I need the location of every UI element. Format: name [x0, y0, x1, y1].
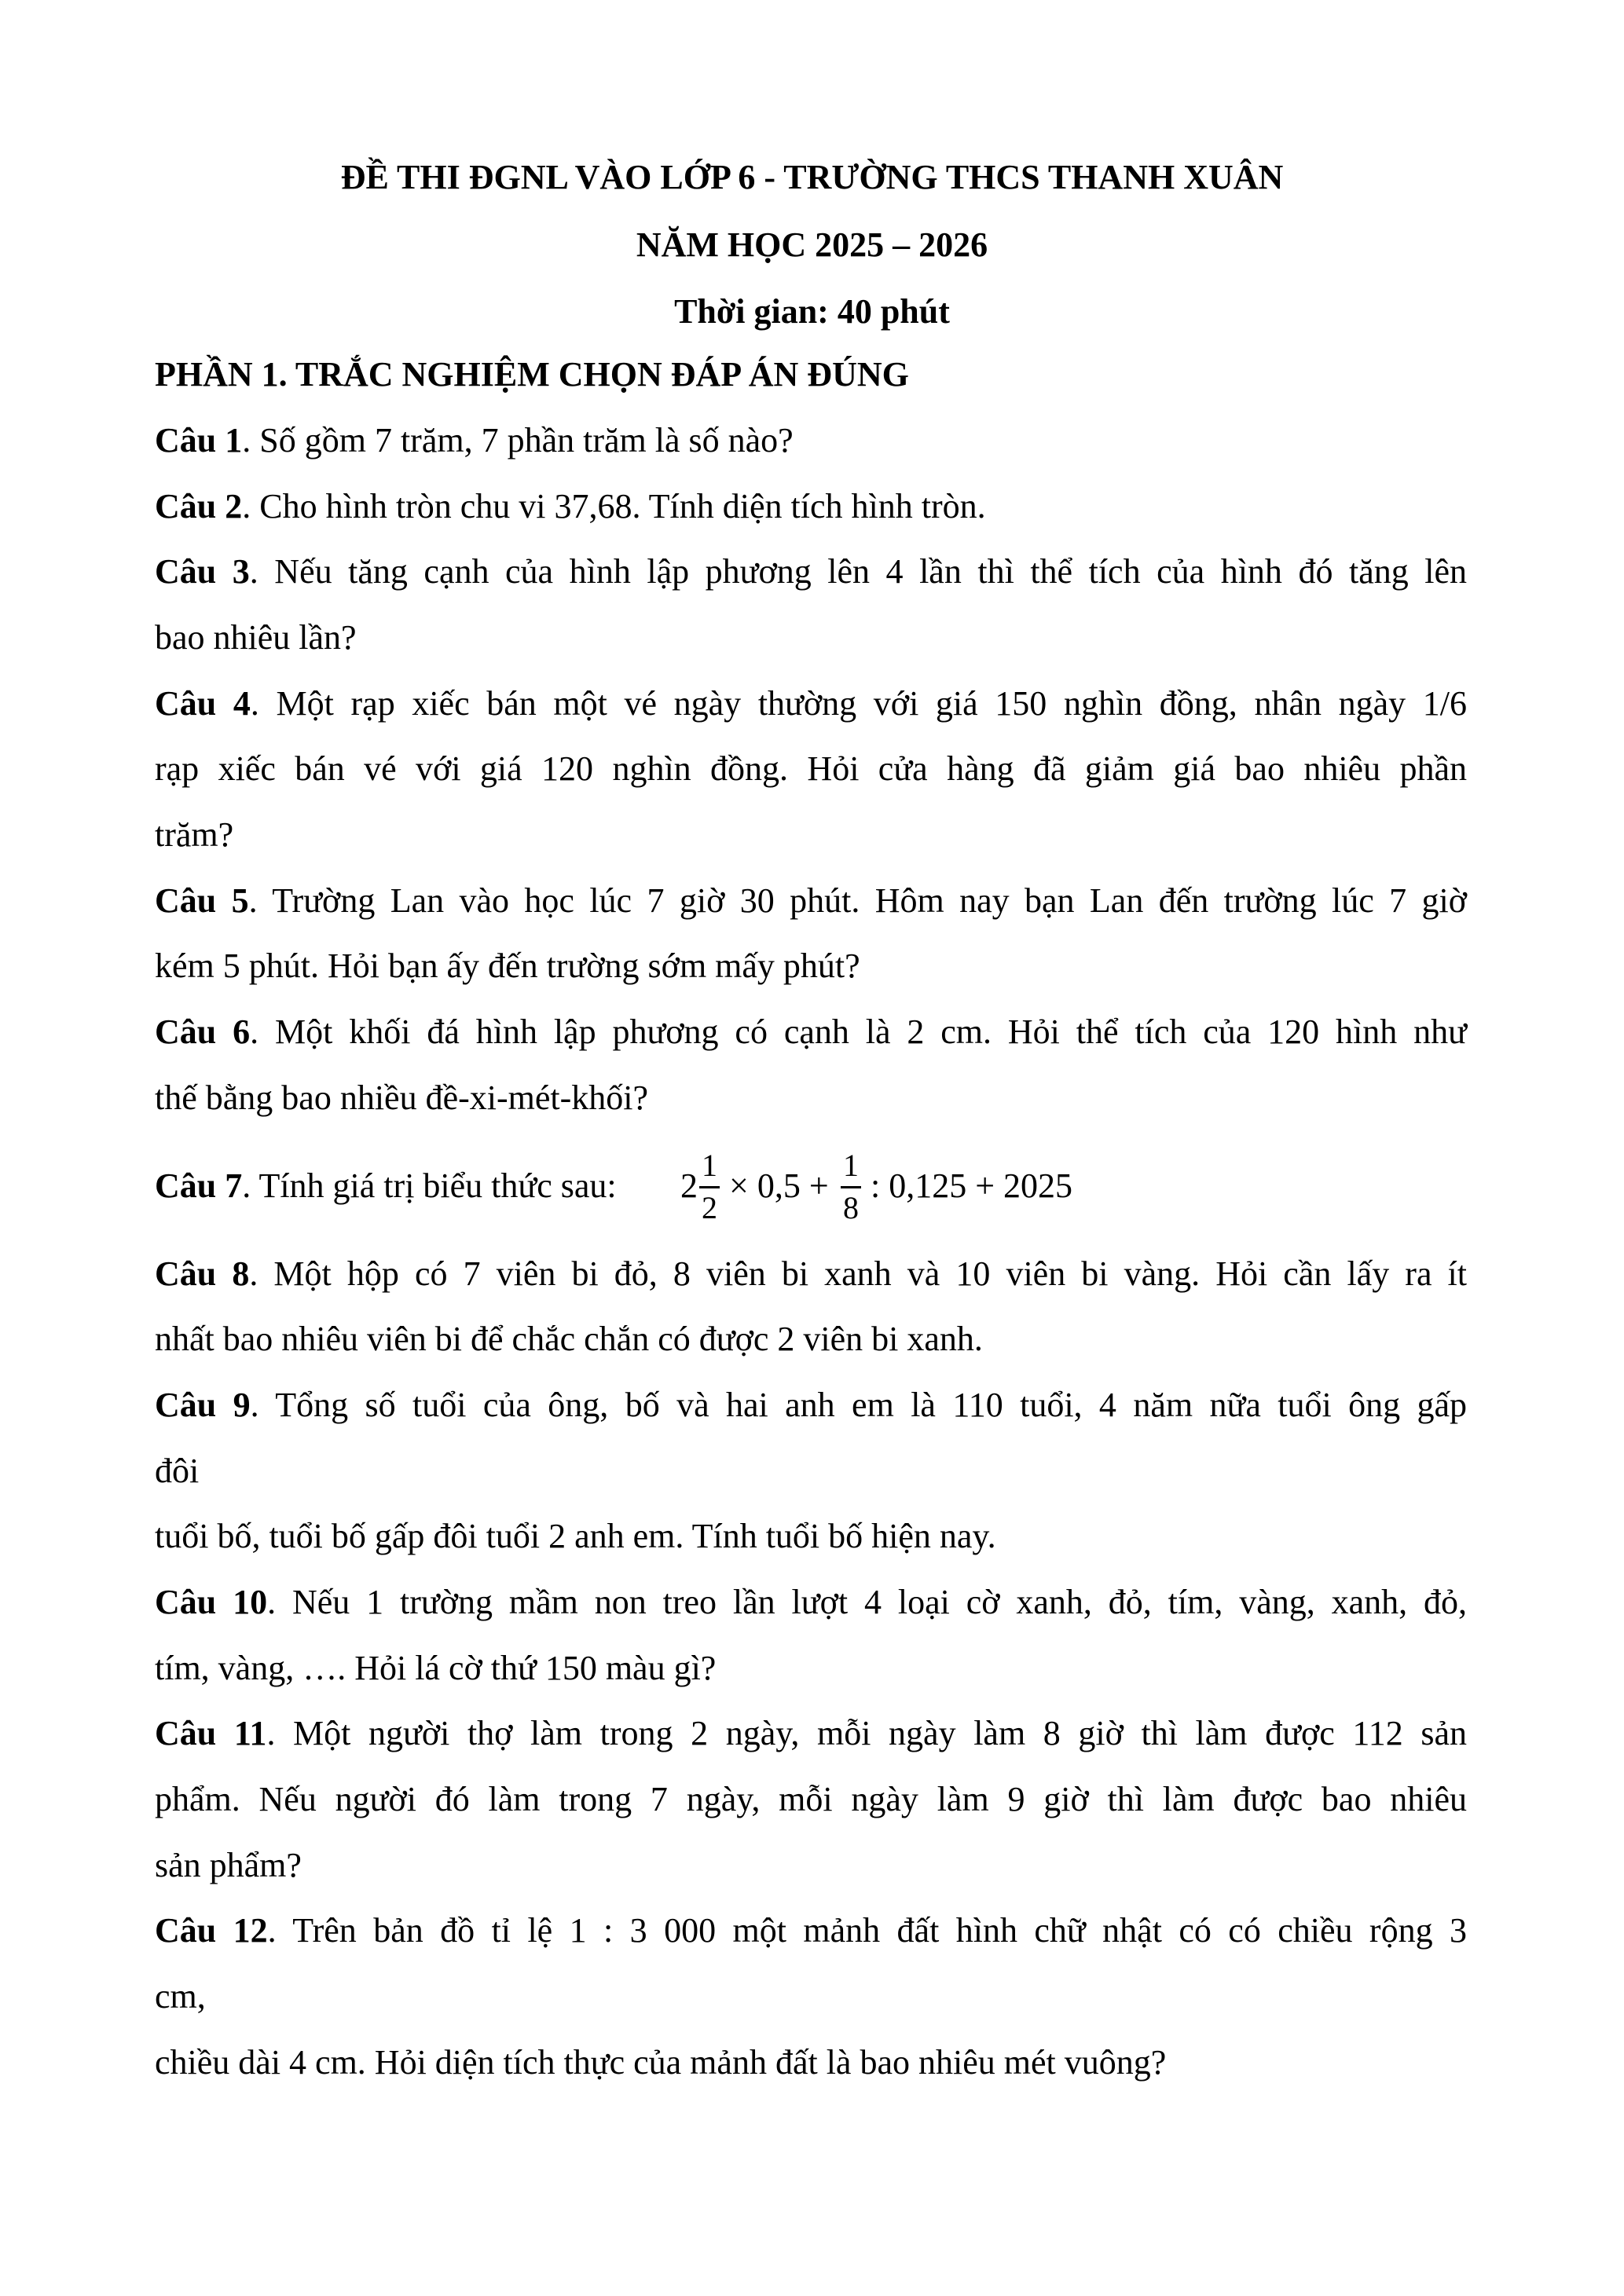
fraction-2-numerator: 1	[843, 1148, 859, 1183]
expression-tail: : 0,125 + 2025	[871, 1166, 1073, 1205]
question-4-line-3: trăm?	[155, 815, 234, 854]
fraction-1-denominator: 2	[702, 1190, 717, 1225]
question-text: . Một khối đá hình lập phương có cạnh là 2 cm. Hỏi thể tích của 120 hình như	[250, 1013, 1467, 1051]
fraction-1-numerator: 1	[702, 1148, 717, 1183]
question-text: . Trên bản đồ tỉ lệ 1 : 3 000 một mảnh đất hình chữ nhật có có chiều rộng 3	[267, 1911, 1468, 1950]
question-9	[155, 1385, 1467, 1426]
question-1	[155, 420, 794, 461]
mixed-number-whole: 2	[680, 1166, 698, 1205]
question-5-line-2: kém 5 phút. Hỏi bạn ấy đến trường sớm mấy phút?	[155, 947, 860, 985]
question-label: Câu 1	[155, 421, 243, 460]
exam-title: ĐỀ THI ĐGNL VÀO LỚP 6 - TRƯỜNG THCS THANH XUÂN	[340, 158, 1284, 196]
question-label: Câu 8	[155, 1254, 250, 1293]
question-10	[155, 1582, 1467, 1623]
question-label: Câu 4	[155, 684, 251, 723]
question-text: . Nếu 1 trường mầm non treo lần lượt 4 loại cờ xanh, đỏ, tím, vàng, xanh, đỏ,	[267, 1583, 1467, 1621]
section-heading: PHẦN 1. TRẮC NGHIỆM CHỌN ĐÁP ÁN ĐÚNG	[155, 355, 909, 394]
question-9-line-2: đôi	[155, 1452, 200, 1490]
question-label: Câu 11	[155, 1714, 267, 1752]
question-12	[155, 1910, 1467, 1951]
fraction-2-bar	[841, 1186, 861, 1188]
question-8	[155, 1254, 1467, 1294]
question-7	[155, 1166, 617, 1207]
question-text: . Tổng số tuổi của ông, bố và hai anh em là 110 tuổi, 4 năm nữa tuổi ông gấp	[250, 1386, 1467, 1424]
question-text: . Nếu tăng cạnh của hình lập phương lên 4 lần thì thể tích của hình đó tăng lên	[249, 552, 1468, 591]
expression-middle: × 0,5 +	[729, 1166, 829, 1205]
fraction-1-bar	[699, 1186, 720, 1188]
question-label: Câu 7	[155, 1166, 243, 1205]
school-year: NĂM HỌC 2025 – 2026	[636, 225, 988, 264]
question-label: Câu 5	[155, 881, 249, 920]
question-text: . Số gồm 7 trăm, 7 phần trăm là số nào?	[242, 421, 794, 460]
question-11-line-2: phẩm. Nếu người đó làm trong 7 ngày, mỗi ngày làm 9 giờ thì làm được bao nhiêu	[155, 1780, 1467, 1818]
question-6	[155, 1012, 1467, 1053]
question-11-line-3: sản phẩm?	[155, 1846, 302, 1884]
question-2	[155, 486, 986, 527]
question-9-line-3: tuổi bố, tuổi bố gấp đôi tuổi 2 anh em. Tính tuổi bố hiện nay.	[155, 1517, 996, 1555]
question-4-line-2: rạp xiếc bán vé với giá 120 nghìn đồng. Hỏi cửa hàng đã giảm giá bao nhiêu phần	[155, 749, 1467, 788]
question-12-line-3: chiều dài 4 cm. Hỏi diện tích thực của mảnh đất là bao nhiêu mét vuông?	[155, 2043, 1167, 2082]
question-label: Câu 10	[155, 1583, 268, 1621]
question-text: . Một hộp có 7 viên bi đỏ, 8 viên bi xanh và 10 viên bi vàng. Hỏi cần lấy ra ít	[249, 1254, 1468, 1293]
question-5	[155, 881, 1467, 921]
question-text: . Một người thợ làm trong 2 ngày, mỗi ngày làm 8 giờ thì làm được 112 sản	[266, 1714, 1468, 1752]
question-label: Câu 6	[155, 1013, 251, 1051]
fraction-2-denominator: 8	[843, 1190, 859, 1225]
question-label: Câu 12	[155, 1911, 268, 1950]
question-label: Câu 2	[155, 487, 243, 525]
question-10-line-2: tím, vàng, …. Hỏi lá cờ thứ 150 màu gì?	[155, 1649, 717, 1687]
exam-duration: Thời gian: 40 phút	[674, 292, 950, 331]
question-text: . Tính giá trị biểu thức sau:	[242, 1166, 617, 1205]
question-label: Câu 9	[155, 1386, 251, 1424]
question-3	[155, 551, 1467, 592]
question-3-line-2: bao nhiêu lần?	[155, 618, 357, 657]
question-12-line-2: cm,	[155, 1977, 206, 2016]
question-4	[155, 683, 1467, 724]
question-label: Câu 3	[155, 552, 250, 591]
question-8-line-2: nhất bao nhiêu viên bi để chắc chắn có được 2 viên bi xanh.	[155, 1320, 983, 1358]
question-text: . Một rạp xiếc bán một vé ngày thường với giá 150 nghìn đồng, nhân ngày 1/6	[250, 684, 1467, 723]
question-11	[155, 1713, 1467, 1754]
question-text: . Cho hình tròn chu vi 37,68. Tính diện tích hình tròn.	[242, 487, 986, 525]
question-text: . Trường Lan vào học lúc 7 giờ 30 phút. Hôm nay bạn Lan đến trường lúc 7 giờ	[248, 881, 1467, 920]
question-6-line-2: thế bằng bao nhiều đề-xi-mét-khối?	[155, 1078, 649, 1117]
